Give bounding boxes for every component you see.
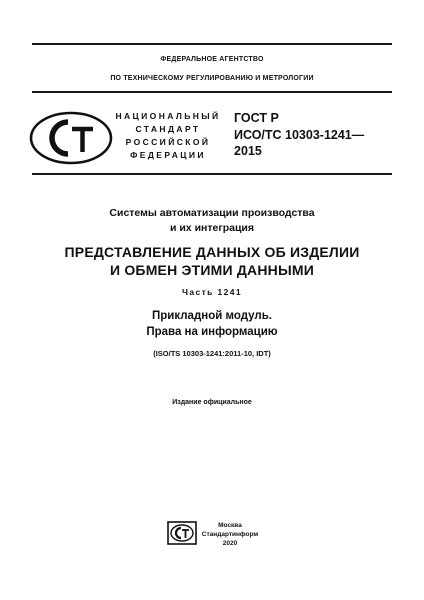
publisher-city: Москва	[218, 522, 242, 529]
iso-reference: (ISO/TS 10303-1241:2011-10, IDT)	[153, 349, 271, 358]
subject-area	[20, 206, 404, 235]
edition-note: Издание официальное	[172, 399, 252, 406]
standard-id-line: ИСО/ТС 10303-1241—	[234, 127, 365, 142]
gost-r-emblem-icon	[28, 110, 114, 166]
publisher-info	[198, 521, 262, 548]
title-line: ПРЕДСТАВЛЕНИЕ ДАННЫХ ОБ ИЗДЕЛИИ	[64, 244, 360, 260]
title-line: И ОБМЕН ЭТИМИ ДАННЫМИ	[109, 261, 315, 278]
lower-rule	[32, 173, 392, 175]
subject-line: Системы автоматизации производства	[109, 207, 315, 219]
part-label: Часть 1241	[181, 287, 243, 297]
agency-name-line-1: ФЕДЕРАЛЬНОЕ АГЕНТСТВО	[160, 56, 264, 63]
standard-designation	[234, 110, 404, 160]
top-rule	[32, 43, 392, 45]
standard-type-line: СТАНДАРТ	[135, 124, 201, 134]
standard-type-label	[112, 110, 224, 162]
standard-type-line: РОССИЙСКОЙ	[125, 137, 211, 147]
agency-name-line-2: ПО ТЕХНИЧЕСКОМУ РЕГУЛИРОВАНИЮ И МЕТРОЛОГИИ	[110, 75, 314, 82]
publisher-name: Стандартинформ	[201, 531, 259, 538]
standartinform-logo-icon	[167, 521, 197, 545]
middle-rule	[32, 91, 392, 93]
subject-line: и их интеграция	[169, 221, 255, 234]
standard-id-line: 2015	[234, 144, 262, 158]
document-title	[20, 244, 404, 279]
module-line: Права на информацию	[146, 325, 278, 338]
standard-type-line: НАЦИОНАЛЬНЫЙ	[115, 111, 221, 121]
module-title	[20, 309, 404, 340]
standard-id-line: ГОСТ Р	[234, 111, 279, 125]
standard-type-line: ФЕДЕРАЦИИ	[130, 150, 206, 160]
module-line: Прикладной модуль.	[152, 310, 272, 322]
publisher-year: 2020	[222, 540, 238, 547]
